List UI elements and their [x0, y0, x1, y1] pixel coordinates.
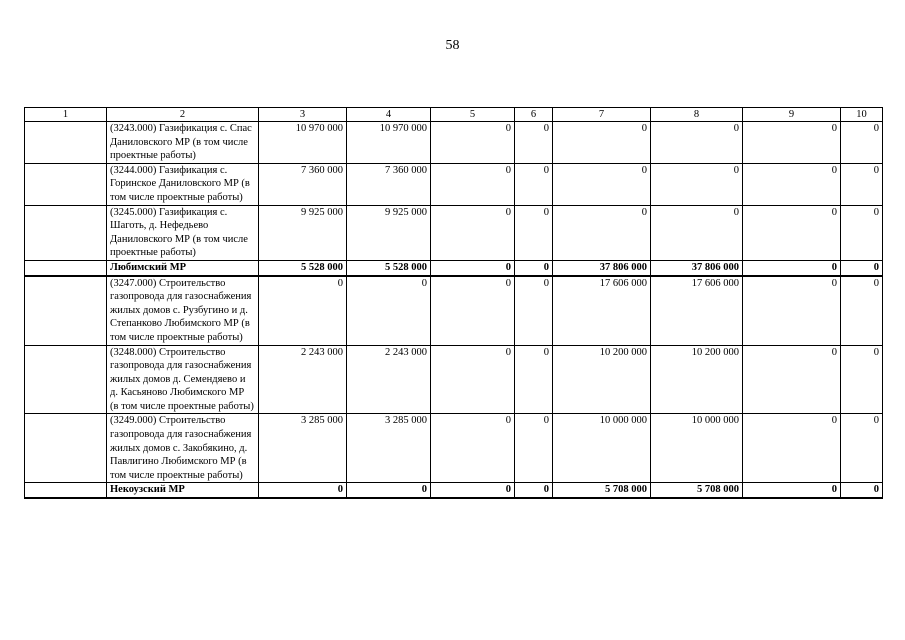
table-cell — [25, 483, 107, 498]
table-row — [25, 205, 883, 260]
table-cell: 0 — [259, 483, 347, 498]
table-cell: 0 — [553, 205, 651, 260]
table-cell: 0 — [651, 205, 743, 260]
table-cell: 5 708 000 — [553, 483, 651, 498]
table-header-row — [25, 108, 883, 122]
district-name: Некоузский МР — [107, 483, 259, 498]
table-cell: 0 — [431, 483, 515, 498]
column-header: 3 — [259, 108, 347, 122]
column-header: 9 — [743, 108, 841, 122]
table-cell: 0 — [515, 205, 553, 260]
table-cell: 0 — [743, 163, 841, 205]
table-cell: 7 360 000 — [259, 163, 347, 205]
table-cell: 2 243 000 — [259, 345, 347, 414]
table-cell: 0 — [743, 483, 841, 498]
table-cell: 0 — [841, 276, 883, 345]
table-cell: 0 — [347, 276, 431, 345]
page-number: 58 — [445, 38, 460, 53]
table-cell: 10 970 000 — [259, 122, 347, 164]
column-header: 7 — [553, 108, 651, 122]
table-cell: 3 285 000 — [347, 414, 431, 483]
table-cell: 10 000 000 — [651, 414, 743, 483]
table-cell: 0 — [515, 260, 553, 275]
table-cell: 5 528 000 — [259, 260, 347, 275]
table-cell: 0 — [743, 345, 841, 414]
column-header: 5 — [431, 108, 515, 122]
table-cell: 0 — [841, 163, 883, 205]
table-cell-project-name: (3245.000) Газификация с. Шаготь, д. Нефедьево Даниловского МР (в том числе проектные работы) — [107, 205, 259, 260]
table-cell — [25, 276, 107, 345]
table-cell: 0 — [743, 122, 841, 164]
column-header: 10 — [841, 108, 883, 122]
district-name: Любимский МР — [107, 260, 259, 275]
table-cell: 0 — [743, 414, 841, 483]
table-cell — [25, 345, 107, 414]
table-row — [25, 276, 883, 345]
table-cell — [25, 163, 107, 205]
table-cell: 0 — [515, 483, 553, 498]
table-cell-project-name: (3243.000) Газификация с. Спас Даниловского МР (в том числе проектные работы) — [107, 122, 259, 164]
table-cell: 17 606 000 — [553, 276, 651, 345]
table-cell: 0 — [431, 414, 515, 483]
table-cell-project-name: (3248.000) Строительство газопровода для газоснабжения жилых домов д. Семендяево и д. Касьяново Любимского МР (в том числе проектные работы) — [107, 345, 259, 414]
table-cell: 10 200 000 — [553, 345, 651, 414]
table-cell: 10 200 000 — [651, 345, 743, 414]
table-cell: 0 — [431, 345, 515, 414]
table-cell — [25, 205, 107, 260]
district-total-row — [25, 483, 883, 498]
table-cell: 0 — [515, 414, 553, 483]
table-cell: 10 000 000 — [553, 414, 651, 483]
table-cell: 0 — [431, 122, 515, 164]
table-cell: 0 — [515, 276, 553, 345]
budget-table — [24, 107, 883, 499]
table-cell: 9 925 000 — [259, 205, 347, 260]
table-cell-project-name: (3247.000) Строительство газопровода для газоснабжения жилых домов с. Рузбугино и д. Степанково Любимского МР (в том числе проектные работы) — [107, 276, 259, 345]
table-cell — [25, 122, 107, 164]
table-cell: 0 — [743, 205, 841, 260]
table-cell: 0 — [841, 122, 883, 164]
table-row — [25, 345, 883, 414]
table-cell — [25, 260, 107, 275]
column-header: 2 — [107, 108, 259, 122]
table-cell: 3 285 000 — [259, 414, 347, 483]
column-header: 8 — [651, 108, 743, 122]
table-row — [25, 122, 883, 164]
table-cell: 0 — [431, 163, 515, 205]
column-header: 4 — [347, 108, 431, 122]
table-cell: 0 — [841, 260, 883, 275]
table-cell: 0 — [431, 260, 515, 275]
table-cell: 0 — [431, 276, 515, 345]
table-cell: 0 — [515, 345, 553, 414]
table-cell — [25, 414, 107, 483]
table-cell: 0 — [515, 122, 553, 164]
table-cell: 2 243 000 — [347, 345, 431, 414]
table-cell: 0 — [743, 276, 841, 345]
table-cell: 0 — [841, 483, 883, 498]
table-cell: 0 — [347, 483, 431, 498]
table-cell: 9 925 000 — [347, 205, 431, 260]
table-cell: 0 — [841, 205, 883, 260]
table-cell: 37 806 000 — [651, 260, 743, 275]
table-cell: 5 708 000 — [651, 483, 743, 498]
district-total-row — [25, 260, 883, 275]
table-cell: 10 970 000 — [347, 122, 431, 164]
table-cell: 0 — [743, 260, 841, 275]
column-header: 6 — [515, 108, 553, 122]
table-cell: 0 — [651, 122, 743, 164]
table-cell: 0 — [841, 414, 883, 483]
column-header: 1 — [25, 108, 107, 122]
table-cell: 0 — [259, 276, 347, 345]
table-cell-project-name: (3244.000) Газификация с. Горинское Даниловского МР (в том числе проектные работы) — [107, 163, 259, 205]
table-cell: 0 — [553, 122, 651, 164]
table-cell: 17 606 000 — [651, 276, 743, 345]
table-row — [25, 414, 883, 483]
table-cell: 0 — [651, 163, 743, 205]
table-row — [25, 163, 883, 205]
table-cell: 5 528 000 — [347, 260, 431, 275]
table-cell-project-name: (3249.000) Строительство газопровода для газоснабжения жилых домов с. Закобякино, д. Павлигино Любимского МР (в том числе проектные работы) — [107, 414, 259, 483]
table-cell: 0 — [515, 163, 553, 205]
table-cell: 0 — [553, 163, 651, 205]
table-cell: 37 806 000 — [553, 260, 651, 275]
table-cell: 7 360 000 — [347, 163, 431, 205]
table-cell: 0 — [431, 205, 515, 260]
table-cell: 0 — [841, 345, 883, 414]
